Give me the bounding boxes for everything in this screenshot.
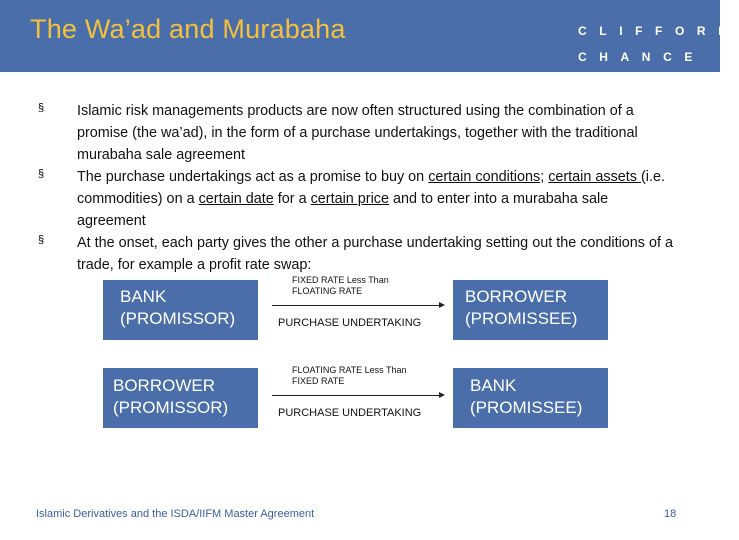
underlined-term: certain conditions [428,169,541,185]
arrow-right-2 [272,395,443,396]
promissee-box-bank [453,368,608,428]
underlined-term: certain assets [548,169,641,185]
box-line: BORROWER [113,376,215,395]
box-line: (PROMISSOR) [113,398,229,417]
box-line: (PROMISSEE) [465,309,578,328]
bullet-marker: § [38,234,45,246]
box-line: BANK [120,287,167,306]
bullet-text-2 [77,166,677,232]
underlined-term: certain price [310,191,389,207]
logo-line-2: CHANCE [578,50,705,64]
undertaking-label-2: PURCHASE UNDERTAKING [278,407,422,419]
box-line: BORROWER [465,287,567,306]
slide-title: The Wa’ad and Murabaha [30,14,346,44]
bullet-text-segment: for a [273,191,311,207]
condition-label-2: FLOATING RATE Less Than FIXED RATE [292,365,407,386]
condition-label-1: FIXED RATE Less Than FLOATING RATE [292,275,389,296]
page-number: 18 [664,508,677,520]
footer-text: Islamic Derivatives and the ISDA/IIFM Master Agreement [36,508,315,520]
bullet-text-segment: and to enter into a murabaha sale agreement [77,191,609,229]
arrow-right-1 [272,305,443,306]
bullet-text-segment: Islamic risk managements products are now often structured using the combination of a promise (the wa’ad), in the form of a purchase undertakings, together with the traditional murabaha sale agreement [77,103,638,163]
clifford-chance-logo [578,18,739,70]
underlined-term: certain date [198,191,274,207]
bullet-text-segment: At the onset, each party gives the other a purchase undertaking setting out the conditions of a trade, for example a profit rate swap: [77,235,673,273]
box-line: (PROMISSOR) [120,309,236,328]
bullet-text-segment: (i.e. commodities) on a [77,169,665,207]
bullet-text-segment: ; [540,169,549,185]
bullet-text-1 [77,100,677,166]
bullet-text-3 [77,232,677,276]
logo-line-1: CLIFFORD [578,24,739,38]
promissee-box-borrower [453,280,608,340]
slide-header [0,0,739,72]
box-line: (PROMISSEE) [470,398,583,417]
bullet-marker: § [38,168,45,180]
undertaking-label-1: PURCHASE UNDERTAKING [278,317,422,329]
promissor-box-bank [103,280,258,340]
bullet-text-segment: The purchase undertakings act as a promise to buy on [77,169,429,185]
bullet-marker: § [38,102,45,114]
promissor-box-borrower [103,368,258,428]
box-line: BANK [470,376,517,395]
